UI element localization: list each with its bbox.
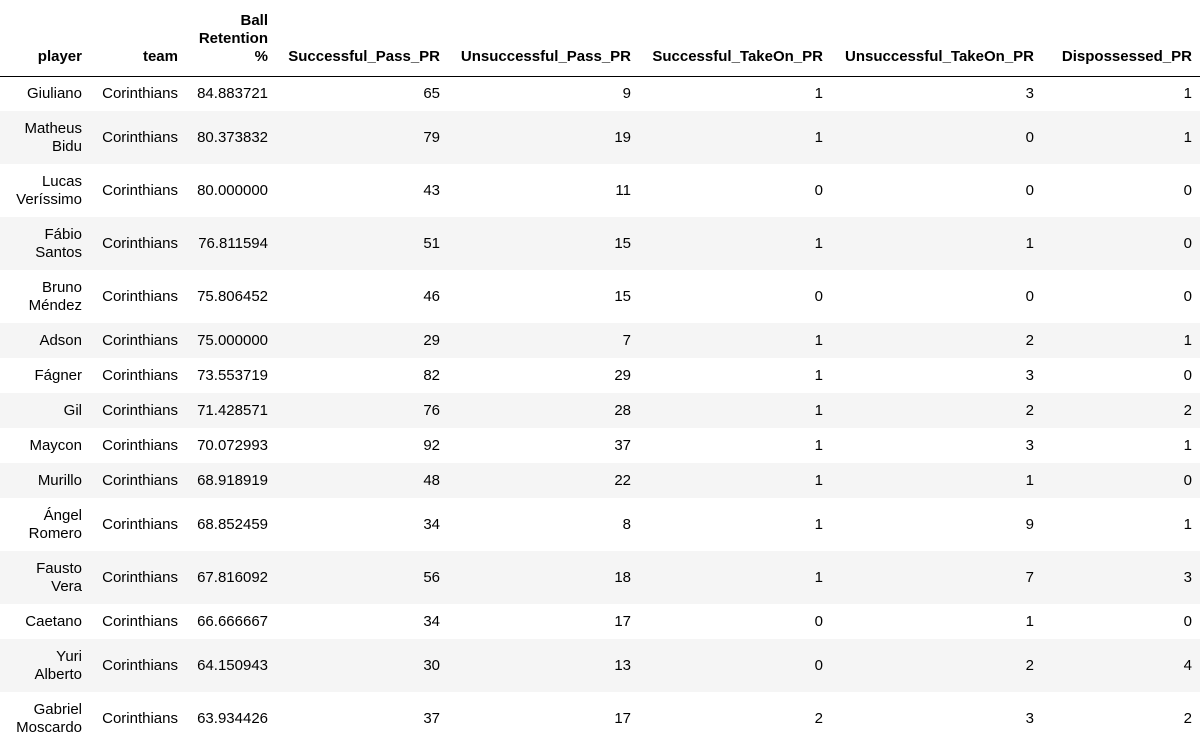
player-name-part: Veríssimo [16, 190, 82, 208]
table-row [0, 498, 1200, 551]
cell-dispossessed: 2 [1183, 401, 1192, 419]
cell-successful-takeon: 1 [814, 366, 823, 384]
cell-player [0, 551, 90, 604]
cell-team: Corinthians [102, 331, 178, 349]
column-header-successful-pass: Successful_Pass_PR [276, 0, 448, 76]
cell-unsuccessful-takeon: 7 [1025, 568, 1034, 586]
column-header-player: player [0, 0, 90, 76]
cell-successful-takeon: 1 [814, 568, 823, 586]
cell-dispossessed: 1 [1183, 515, 1192, 533]
cell-successful-pass: 34 [423, 515, 440, 533]
cell-ball-retention: 70.072993 [197, 436, 268, 454]
cell-dispossessed: 1 [1183, 128, 1192, 146]
player-name-part: Ángel [43, 506, 82, 524]
cell-unsuccessful-pass: 9 [622, 84, 631, 102]
cell-team: Corinthians [102, 612, 178, 630]
cell-ball-retention: 75.806452 [197, 287, 268, 305]
column-header-team: team [90, 0, 186, 76]
player-name-part: Gil [63, 401, 82, 419]
player-name-part: Alberto [34, 665, 82, 683]
cell-dispossessed: 3 [1183, 568, 1192, 586]
cell-successful-pass: 82 [423, 366, 440, 384]
cell-unsuccessful-takeon: 3 [1025, 436, 1034, 454]
player-name-part: Lucas [41, 172, 82, 190]
column-header-dispossessed: Dispossessed_PR [1042, 0, 1200, 76]
cell-unsuccessful-takeon: 3 [1025, 84, 1034, 102]
cell-team: Corinthians [102, 234, 178, 252]
cell-player [0, 164, 90, 217]
cell-player [0, 498, 90, 551]
cell-player [0, 692, 90, 745]
cell-unsuccessful-takeon: 3 [1025, 709, 1034, 727]
cell-unsuccessful-pass: 18 [614, 568, 631, 586]
table-row [0, 358, 1200, 393]
player-name-part: Adson [39, 331, 82, 349]
cell-successful-takeon: 1 [814, 436, 823, 454]
cell-ball-retention: 67.816092 [197, 568, 268, 586]
header-line: Ball [240, 11, 268, 29]
cell-dispossessed: 0 [1183, 181, 1192, 199]
player-name-part: Vera [51, 577, 82, 595]
cell-ball-retention: 66.666667 [197, 612, 268, 630]
table-row [0, 393, 1200, 428]
table-row [0, 76, 1200, 111]
cell-unsuccessful-pass: 17 [614, 612, 631, 630]
player-name-part: Murillo [37, 471, 82, 489]
player-name-part: Maycon [29, 436, 82, 454]
table-row [0, 551, 1200, 604]
column-header-ball-retention [186, 0, 276, 76]
cell-successful-pass: 92 [423, 436, 440, 454]
cell-unsuccessful-pass: 17 [614, 709, 631, 727]
cell-unsuccessful-pass: 37 [614, 436, 631, 454]
cell-ball-retention: 84.883721 [197, 84, 268, 102]
table-row [0, 604, 1200, 639]
cell-ball-retention: 68.918919 [197, 471, 268, 489]
cell-dispossessed: 1 [1183, 331, 1192, 349]
cell-ball-retention: 80.373832 [197, 128, 268, 146]
cell-successful-takeon: 0 [814, 287, 823, 305]
cell-successful-pass: 46 [423, 287, 440, 305]
cell-player [0, 358, 90, 393]
cell-player [0, 604, 90, 639]
cell-successful-pass: 79 [423, 128, 440, 146]
cell-unsuccessful-takeon: 0 [1025, 181, 1034, 199]
cell-team: Corinthians [102, 709, 178, 727]
table-row [0, 639, 1200, 692]
cell-successful-takeon: 2 [814, 709, 823, 727]
cell-unsuccessful-takeon: 1 [1025, 612, 1034, 630]
cell-team: Corinthians [102, 181, 178, 199]
cell-successful-takeon: 1 [814, 401, 823, 419]
cell-player [0, 323, 90, 358]
cell-unsuccessful-pass: 15 [614, 287, 631, 305]
cell-dispossessed: 0 [1183, 234, 1192, 252]
table-row [0, 692, 1200, 745]
cell-unsuccessful-pass: 11 [615, 181, 631, 199]
player-name-part: Yuri [56, 647, 82, 665]
cell-ball-retention: 75.000000 [197, 331, 268, 349]
cell-unsuccessful-pass: 19 [614, 128, 631, 146]
player-name-part: Santos [35, 243, 82, 261]
cell-dispossessed: 1 [1183, 84, 1192, 102]
cell-ball-retention: 76.811594 [198, 234, 268, 252]
player-name-part: Gabriel [33, 700, 82, 718]
cell-successful-pass: 30 [423, 656, 440, 674]
cell-successful-pass: 43 [423, 181, 440, 199]
column-header-unsuccessful-takeon: Unsuccessful_TakeOn_PR [831, 0, 1042, 76]
cell-successful-takeon: 0 [814, 181, 823, 199]
cell-successful-pass: 48 [423, 471, 440, 489]
player-name-part: Romero [28, 524, 82, 542]
cell-successful-pass: 34 [423, 612, 440, 630]
column-header-unsuccessful-pass: Unsuccessful_Pass_PR [448, 0, 639, 76]
cell-player [0, 217, 90, 270]
player-name-part: Fausto [36, 559, 82, 577]
cell-player [0, 463, 90, 498]
cell-player [0, 111, 90, 164]
table-row [0, 428, 1200, 463]
cell-team: Corinthians [102, 471, 178, 489]
table-body [0, 76, 1200, 745]
cell-player [0, 76, 90, 111]
cell-successful-takeon: 1 [814, 128, 823, 146]
cell-ball-retention: 80.000000 [197, 181, 268, 199]
cell-unsuccessful-pass: 29 [614, 366, 631, 384]
player-name-part: Bidu [51, 137, 82, 155]
cell-unsuccessful-pass: 15 [614, 234, 631, 252]
cell-ball-retention: 68.852459 [197, 515, 268, 533]
cell-successful-takeon: 1 [814, 515, 823, 533]
player-name-part: Giuliano [26, 84, 82, 102]
cell-player [0, 428, 90, 463]
cell-player [0, 639, 90, 692]
header-line: Retention [198, 29, 268, 47]
cell-successful-takeon: 0 [814, 656, 823, 674]
table-row [0, 111, 1200, 164]
player-name-part: Matheus [24, 119, 82, 137]
cell-player [0, 270, 90, 323]
cell-successful-pass: 29 [423, 331, 440, 349]
table-row [0, 164, 1200, 217]
cell-dispossessed: 4 [1183, 656, 1192, 674]
cell-unsuccessful-pass: 8 [622, 515, 631, 533]
cell-unsuccessful-takeon: 1 [1025, 471, 1034, 489]
cell-team: Corinthians [102, 401, 178, 419]
cell-ball-retention: 64.150943 [197, 656, 268, 674]
cell-successful-pass: 37 [423, 709, 440, 727]
column-header-successful-takeon: Successful_TakeOn_PR [639, 0, 831, 76]
cell-unsuccessful-takeon: 9 [1025, 515, 1034, 533]
table-row [0, 323, 1200, 358]
header-line: % [254, 47, 268, 65]
cell-ball-retention: 71.428571 [197, 401, 268, 419]
cell-player [0, 393, 90, 428]
cell-successful-pass: 76 [423, 401, 440, 419]
cell-unsuccessful-takeon: 3 [1025, 366, 1034, 384]
player-name-part: Fágner [34, 366, 82, 384]
cell-ball-retention: 73.553719 [197, 366, 268, 384]
cell-unsuccessful-takeon: 2 [1025, 656, 1034, 674]
player-name-part: Méndez [28, 296, 82, 314]
cell-dispossessed: 0 [1183, 612, 1192, 630]
cell-team: Corinthians [102, 568, 178, 586]
cell-team: Corinthians [102, 515, 178, 533]
cell-unsuccessful-takeon: 2 [1025, 331, 1034, 349]
cell-ball-retention: 63.934426 [197, 709, 268, 727]
cell-successful-takeon: 1 [814, 84, 823, 102]
cell-unsuccessful-takeon: 0 [1025, 287, 1034, 305]
cell-unsuccessful-pass: 22 [614, 471, 631, 489]
cell-team: Corinthians [102, 287, 178, 305]
player-name-part: Moscardo [16, 718, 82, 736]
cell-successful-takeon: 1 [814, 331, 823, 349]
cell-team: Corinthians [102, 366, 178, 384]
cell-successful-pass: 51 [423, 234, 440, 252]
cell-successful-takeon: 0 [814, 612, 823, 630]
cell-unsuccessful-pass: 13 [614, 656, 631, 674]
player-name-part: Caetano [25, 612, 82, 630]
cell-unsuccessful-takeon: 0 [1025, 128, 1034, 146]
player-name-part: Bruno [41, 278, 82, 296]
cell-dispossessed: 1 [1183, 436, 1192, 454]
table-row [0, 270, 1200, 323]
cell-successful-takeon: 1 [814, 471, 823, 489]
player-name-part: Fábio [44, 225, 82, 243]
cell-team: Corinthians [102, 84, 178, 102]
cell-unsuccessful-takeon: 2 [1025, 401, 1034, 419]
cell-dispossessed: 0 [1183, 287, 1192, 305]
cell-unsuccessful-pass: 28 [614, 401, 631, 419]
cell-successful-pass: 65 [423, 84, 440, 102]
cell-team: Corinthians [102, 128, 178, 146]
cell-successful-pass: 56 [423, 568, 440, 586]
table-header [0, 0, 1200, 76]
cell-dispossessed: 0 [1183, 366, 1192, 384]
cell-team: Corinthians [102, 656, 178, 674]
cell-team: Corinthians [102, 436, 178, 454]
cell-dispossessed: 2 [1183, 709, 1192, 727]
header-row [0, 0, 1200, 76]
cell-successful-takeon: 1 [814, 234, 823, 252]
table-row [0, 217, 1200, 270]
cell-dispossessed: 0 [1183, 471, 1192, 489]
cell-unsuccessful-pass: 7 [622, 331, 631, 349]
table-row [0, 463, 1200, 498]
cell-unsuccessful-takeon: 1 [1025, 234, 1034, 252]
